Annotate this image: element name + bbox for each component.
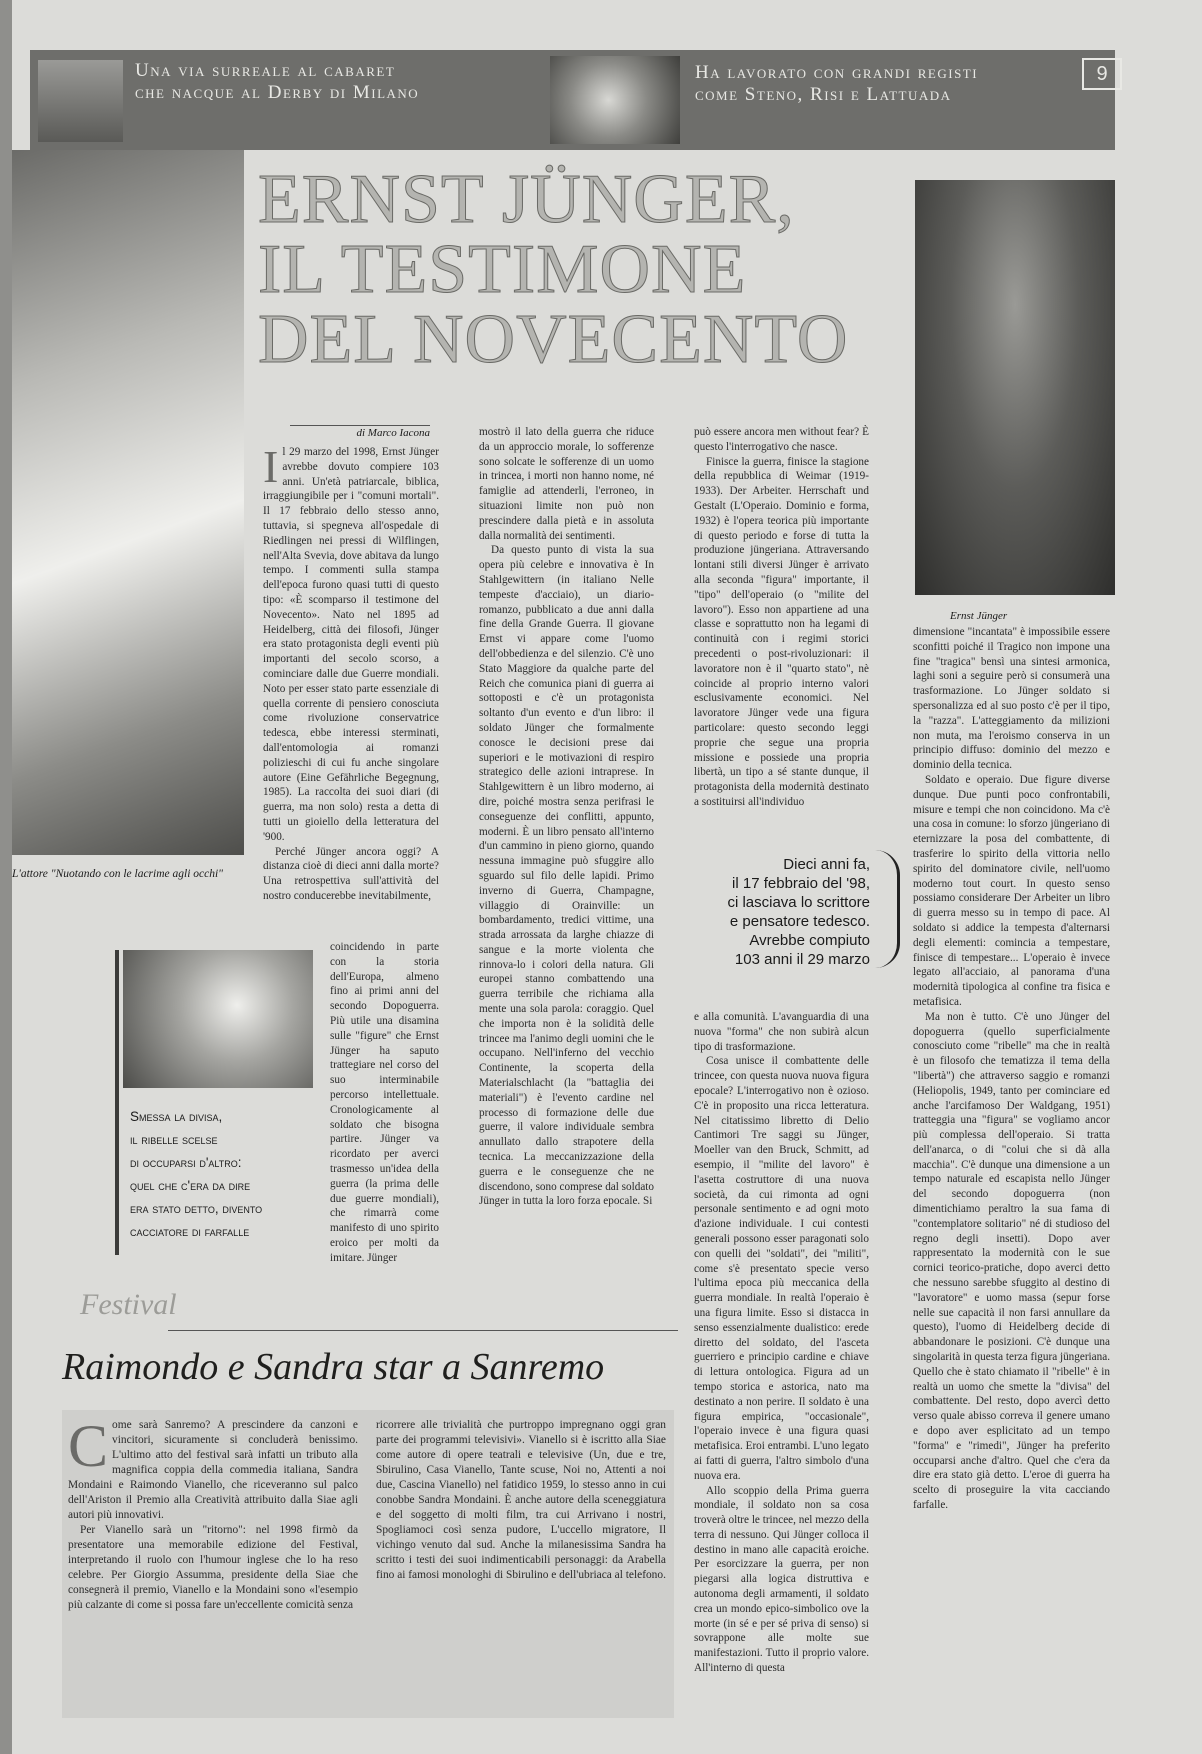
header-right-line1: Ha lavorato con grandi registi <box>695 62 979 83</box>
header-thumbnail-image <box>38 60 123 142</box>
jünger-portrait-photo <box>915 180 1115 595</box>
festival-column-1 <box>68 1418 358 1713</box>
left-photo-caption: L'attore "Nuotando con le lacrime agli occhi" <box>12 868 223 880</box>
pull-quote-line: 103 anni il 29 marzo <box>734 951 870 968</box>
sidebox-line: era stato detto, divento <box>130 1201 263 1216</box>
article-column-3 <box>694 425 869 840</box>
article-column-3-lower <box>694 1010 869 1720</box>
sidebox-rule <box>115 950 119 1255</box>
header-portrait-image <box>550 56 680 144</box>
header-left-line1: Una via surreale al cabaret <box>135 60 396 81</box>
article-col1-paragraph2: Perché Jünger ancora oggi? A distanza cioè di dieci anni dalla morte? Una retrospettiva sull'attività del nostro conducerebbe inevitabilmente, <box>263 845 439 902</box>
left-photo <box>12 150 244 855</box>
header-left-line2: che nacque al Derby di Milano <box>135 82 420 103</box>
article-byline: di Marco Iacona <box>290 425 430 439</box>
festival-column-2 <box>376 1418 666 1713</box>
article-column-4 <box>913 625 1110 1715</box>
article-column-1-continued <box>330 940 439 1285</box>
article-title-line1: ERNST JÜNGER, <box>258 161 795 238</box>
festival-col1-paragraph1: ome sarà Sanremo? A prescindere da canzoni e vincitori, sicuramente si concluderà benissimo. L'ultimo atto del festival sarà infatti un tributo alla magnifica coppia della commedia italiana, Sandra Mondaini e Raimondo Vianello, che riceveranno sul palco dell'Ariston il Premio alla Creatività attribuito dalla Siae agli autori più innovativi. <box>68 1419 358 1521</box>
page-number: 9 <box>1082 58 1122 90</box>
sidebox-line: il ribelle scelse <box>130 1132 218 1147</box>
festival-drop-cap: C <box>68 1418 109 1479</box>
pull-quote-line: Dieci anni fa, <box>783 856 870 873</box>
sidebox-line: cacciatore di farfalle <box>130 1224 250 1239</box>
festival-col2-text: ricorrere alle trivialità che purtroppo impregnano oggi gran parte dei programmi televisivi». Vianello si è iscritto alla Siae come autore di opere teatrali e televisive (Un, due e tre, Sbirulino, Casa Vianello, Tante scuse, Noi no, Attenti a noi due, Cascina Vianello) nel fatidico 1959, lo stesso anno in cui conobbe Sandra Mondaini. È anche autore della sceneggiatura e del soggetto di molti film, tra cui Arrivano i nostri, Spogliamoci così senza pudore, L'uccello migratore, Il vichingo venuto dal sud. Anche la milanesissima Sandra ha scritto i testi dei suoi indimenticabili personaggi: da Arabella fino ai famosi monologhi di Sbirulino e dell'ubriaca al telefono. <box>376 1419 666 1581</box>
sidebox-line: quel che c'era da dire <box>130 1178 251 1193</box>
article-col1-paragraph1: l 29 marzo del 1998, Ernst Jünger avrebbe dovuto compiere 103 anni. Un'età patriarcale, biblica, irraggiungibile per i "comuni mortali". Il 17 febbraio dello stesso anno, tuttavia, si spegneva all'ospedale di Riedlingen nei pressi di Wilflingen, nell'Alta Svevia, dove abitava da lungo tempo. I commenti sulla stampa dell'epoca furono quasi tutti di questo tipo: «È scomparso il testimone del Novecento». Nato nel 1895 ad Heidelberg, città dei filosofi, Jünger era stato protagonista degli eventi più importanti del secolo scorso, a cominciare dalle due Guerre mondiali. Noto per esser stato parte essenziale di quella corrente di pensiero conosciuta come rivoluzione conservatrice tedesca, ebbe interessi sterminati, dall'entomologia ai romanzi polizieschi di cui fu anche singolare autore (Eine Gefährliche Begegnung, 1985). La raccolta dei suoi diari (di guerra, ma non solo) resta a detta di tutti un gioiello della letteratura del '900. <box>263 446 439 843</box>
festival-headline: Raimondo e Sandra star a Sanremo <box>62 1346 605 1388</box>
festival-rule <box>168 1330 678 1331</box>
header-right-line2: come Steno, Risi e Lattuada <box>695 84 952 105</box>
article-col3-paragraph4: Cosa unisce il combattente delle trincee, con questa nuova nuova figura epocale? L'interrogativo non è ozioso. C'è in proposito una ricca letteratura. Nel citatissimo libretto di Delio Cantimori Tre saggi su Jünger, Moeller van den Bruck, Schmitt, ad esempio, il "milite del lavoro" è l'asetta costruttore di una nuova società, da cui rimonta ad ogni personale sentimento e ad ogni moto d'azione individuale. I cui contesti generali possono esser paragonati solo con quelli dei "soldati", dei "militi", come s'è presentato specie verso l'ultima epoca più meccanica della guerra mondiale. In realtà l'operaio è una figura limite. Esso si distacca in senso essenzialmente dualistico: erede diretto del soldato, del l'asceta guerriero e principio cardine e chiave di lettura ontologica. Figura ad un tempo storica e astorica, nato ma destinato a non perire. Il soldato è una figura empirica, "occasionale", l'operaio invece è una figura quasi metafisica. Eroi entrambi. L'uno legato ai fatti di guerra, l'altro simbolo d'una nuova era. <box>694 1055 869 1482</box>
sidebox-photo <box>123 950 313 1088</box>
article-col3-paragraph1: può essere ancora men without fear? È questo l'interrogativo che nasce. <box>694 426 869 453</box>
right-photo-caption: Ernst Jünger <box>950 610 1008 622</box>
article-col4-paragraph1: dimensione "incantata" è impossibile essere sconfitti poiché il Tragico non impone una fine "tragica" bensì una sintesi armonica, laghi soni a seguire però si consumerà una trasformazione. Lo Jünger soldato si spersonalizza ed al suo posto c'è per il tipo, la "razza". L'atteggiamento da milizioni non muta, ma l'eroismo conserva in un principio diffuso: dominio del mezzo e dominio della tecnica. <box>913 626 1110 772</box>
article-col3-paragraph2: Finisce la guerra, finisce la stagione della repubblica di Weimar (1919-1933). Der Arbeiter. Herrschaft und Gestalt (L'Operaio. Dominio e forma, 1932) è l'opera teorica più importante di questo periodo e forse di tutta la produzione jüngeriana. Attraversando lontani stili diversi Jünger è arrivato alla seconda "figura" importante, il "tipo" dell'operaio (o "milite del lavoro"). Esso non appartiene ad una classe e soprattutto non ha legami di continuità con i regimi storici precedenti o post-rivoluzionari: il lavoratore non è il "quarto stato", nè coincide al proprio interno valori esclusivamente economici. Nel lavoratore Jünger vede una figura particolare: questo secondo leggi proprie che segue una propria missione e possiede una propria libertà, un tipo a sé stante dunque, il protagonista della modernità destinato a sostituirsi all'individuo <box>694 455 869 808</box>
header-left-teaser <box>135 60 465 104</box>
article-col2-paragraph1: mostrò il lato della guerra che riduce da un approccio morale, lo sofferenze sono solcate le sofferenze di un uomo in trincea, i morti non hanno nome, né famiglie ad attenderli, l'erroneo, in situazioni limite non può non prescindere dalla pietà e in assoluta dalla normalità dei sentimenti. <box>479 426 654 542</box>
article-col3-paragraph5: Allo scoppio della Prima guerra mondiale, il soldato non sa cosa troverà oltre le trincee, nel mezzo della terra di nessuno. Qui Jünger colloca il destino in mano alle capacità eroiche. Per esorcizzare la guerra, per non piegarsi alla logica distruttiva e autonoma degli armamenti, il soldato crea un mondo epico-simbolico ove la morte (in sé e per sé priva di senso) si sovrappone alle molte sue manifestazioni. Tutto il proprio valore. All'interno di questa <box>694 1484 869 1675</box>
pull-quote-line: e pensatore tedesco. <box>729 913 870 930</box>
article-title-line3: DEL NOVECENTO <box>258 301 849 378</box>
pull-quote <box>680 855 870 969</box>
header-right-teaser <box>695 62 1035 106</box>
article-col1-continued-text: coincidendo in parte con la storia dell'Europa, almeno fino ai primi anni del secondo Dopoguerra. Più utile una disamina sulle "figure" che Ernst Jünger ha saputo trattegiare nel corso del suo interminabile percorso intellettuale. Cronologicamente al soldato che bisogna partire. Jünger va ricordato per averci trasmesso un'idea della guerra (la prima delle due guerre mondiali), che rimarrà come manifesto di uno spirito eroico per molti da imitare. Jünger <box>330 941 439 1264</box>
article-title <box>258 161 898 378</box>
pull-quote-line: ci lasciava lo scrittore <box>727 894 870 911</box>
sidebox-line: di occuparsi d'altro: <box>130 1155 242 1170</box>
article-col4-paragraph3: Ma non è tutto. C'è uno Jünger del dopoguerra (quello superficialmente conosciuto come "ribelle" ma che in realtà è un filosofo che tematizza il tema della "libertà") che attraverso saggio e romanzi (Heliopolis, 1949, tanto per cominciare ed anche l'arcifamoso Der Waldgang, 1951) tratteggia una "figura" se vogliamo ancor più complessa dell'operaio. Si tratta dell'anarca, o di "colui che si dà alla macchia". C'è dunque una dimensione a un tempo naturale ed escapista nello Jünger del secondo dopoguerra (non dimentichiamo peraltro la sua fama di "contemplatore solitario" né di studioso del regno degli insetti). Dopo aver rappresentato la modernità con le sue cornici teorico-pratiche, dopo averci detto che nessuno sarebbe sfuggito al destino di "lavoratore" e uomo massa (sepur forse nelle sue capacità il non farsi annullare da questo), l'uomo di Heidelberg decide di abbandonare le posizioni. C'è dunque una singolarità in questa terza figura jüngeriana. Quello che è stato chiamato il "ribelle" è in realtà un uomo che smette la "divisa" del combattente. Del resto, dopo avercì detto verso quale abisso correva il genere umano e dopo aver esplicitato ad un tempo "forma" e "rimedi", Jünger ha preferito occuparsi anche d'altro. Quel che c'era da dire era stato già detto. L'eroe di guerra ha scelto di proseguire la vita cacciando farfalle. <box>913 1010 1110 1512</box>
article-col2-paragraph2: Da questo punto di vista la sua opera più celebre e innovativa è In Stahlgewittern (in italiano Nelle tempeste d'acciaio), un diario-romanzo, pubblicato a due anni dalla fine della Grande Guerra. Il giovane Ernst vi appare come l'uomo dell'obbedienza e del silenzio. C'è uno Stato Maggiore da qualche parte del Reich che comunica piani di guerra ai sottoposti e c'è un protagonista soltanto d'un evento e d'un libro: il soldato Jünger che formalmente conosce le decisioni prese dai superiori e le motivazioni di respiro strategico delle azioni intraprese. In Stahlgewittern è un libro moderno, ai dire, poiché mostra senza perifrasi le conseguenze dei conflitti, appunto, moderni. È un libro pensato all'interno d'un cammino in pieno giorno, quando nessuna immagine può sfuggire allo sguardo sul filo delle lapidi. Primo inverno di Guerra, Champagne, villaggio di Orainville: un bombardamento, tredici vittime, una strada arrossata da larghe chiazze di sangue e la morte violenta che rinnova-lo i colori della natura. Gli europei stanno combattendo una guerra terribile che richiama alla mente una sola parola: coraggio. Quel che importa non è la solidità delle trincee ma l'animo degli uomini che le occupano. Nell'inferno del vecchio Continente, la scoperta della Materialschlacht (la "battaglia dei materiali") è l'evento cardine nel processo di formazione delle due guerre, il valore individuale sembra annullato dallo strapotere della tecnica. La meccanizzazione della guerra e le conseguenze che ne discendono, sono comprese dal soldato Jünger in tutta la loro forza epocale. Si <box>479 544 654 1208</box>
article-col4-paragraph2: Soldato e operaio. Due figure diverse dunque. Due punti poco confrontabili, misure e tempi che non coincidono. Ma c'è una cosa in comune: lo sforzo jüngeriano di eternizzare la posa del combattente, di trasferire lo spirito della vittoria nello spirito del dominatore civile, nell'uomo moderno tout court. In questo senso possiamo considerare Der Arbeiter un libro di guerra messo su in tempo di pace. Al soldato si addice la tempesta d'alternarsi degli elementi: comincia a tempestare, finisce di tempestare... L'operaio è invece legato all'acciaio, al panorama d'una modernità tipologica al confine tra fisica e metafisica. <box>913 773 1110 1008</box>
page-header <box>30 50 1115 150</box>
sidebox-quote <box>130 1105 325 1243</box>
pull-quote-bracket <box>875 850 900 968</box>
drop-cap: I <box>263 445 279 492</box>
pull-quote-line: il 17 febbraio del '98, <box>732 875 870 892</box>
page-gutter <box>0 0 12 1754</box>
article-title-line2: IL TESTIMONE <box>258 231 747 308</box>
festival-col1-paragraph2: Per Vianello sarà un "ritorno": nel 1998 firmò da presentatore una memorabile edizione del Festival, interpretando il ruolo con l'humour inglese che lo ha reso celebre. Per Giorgio Assumma, presidente della Siae che consegnerà il premio, Vianello e la Mondaini sono «l'esempio più calzante di come si possa fare un'eccellente comicità senza <box>68 1524 358 1611</box>
article-column-2 <box>479 425 654 1285</box>
article-column-1 <box>263 445 439 940</box>
pull-quote-line: Avrebbe compiuto <box>749 932 870 949</box>
sidebox-line: Smessa la divisa, <box>130 1109 223 1124</box>
festival-section-label: Festival <box>80 1288 177 1321</box>
article-col3-paragraph3: e alla comunità. L'avanguardia di una nuova "forma" che non subirà alcun tipo di trasformazione. <box>694 1011 869 1053</box>
